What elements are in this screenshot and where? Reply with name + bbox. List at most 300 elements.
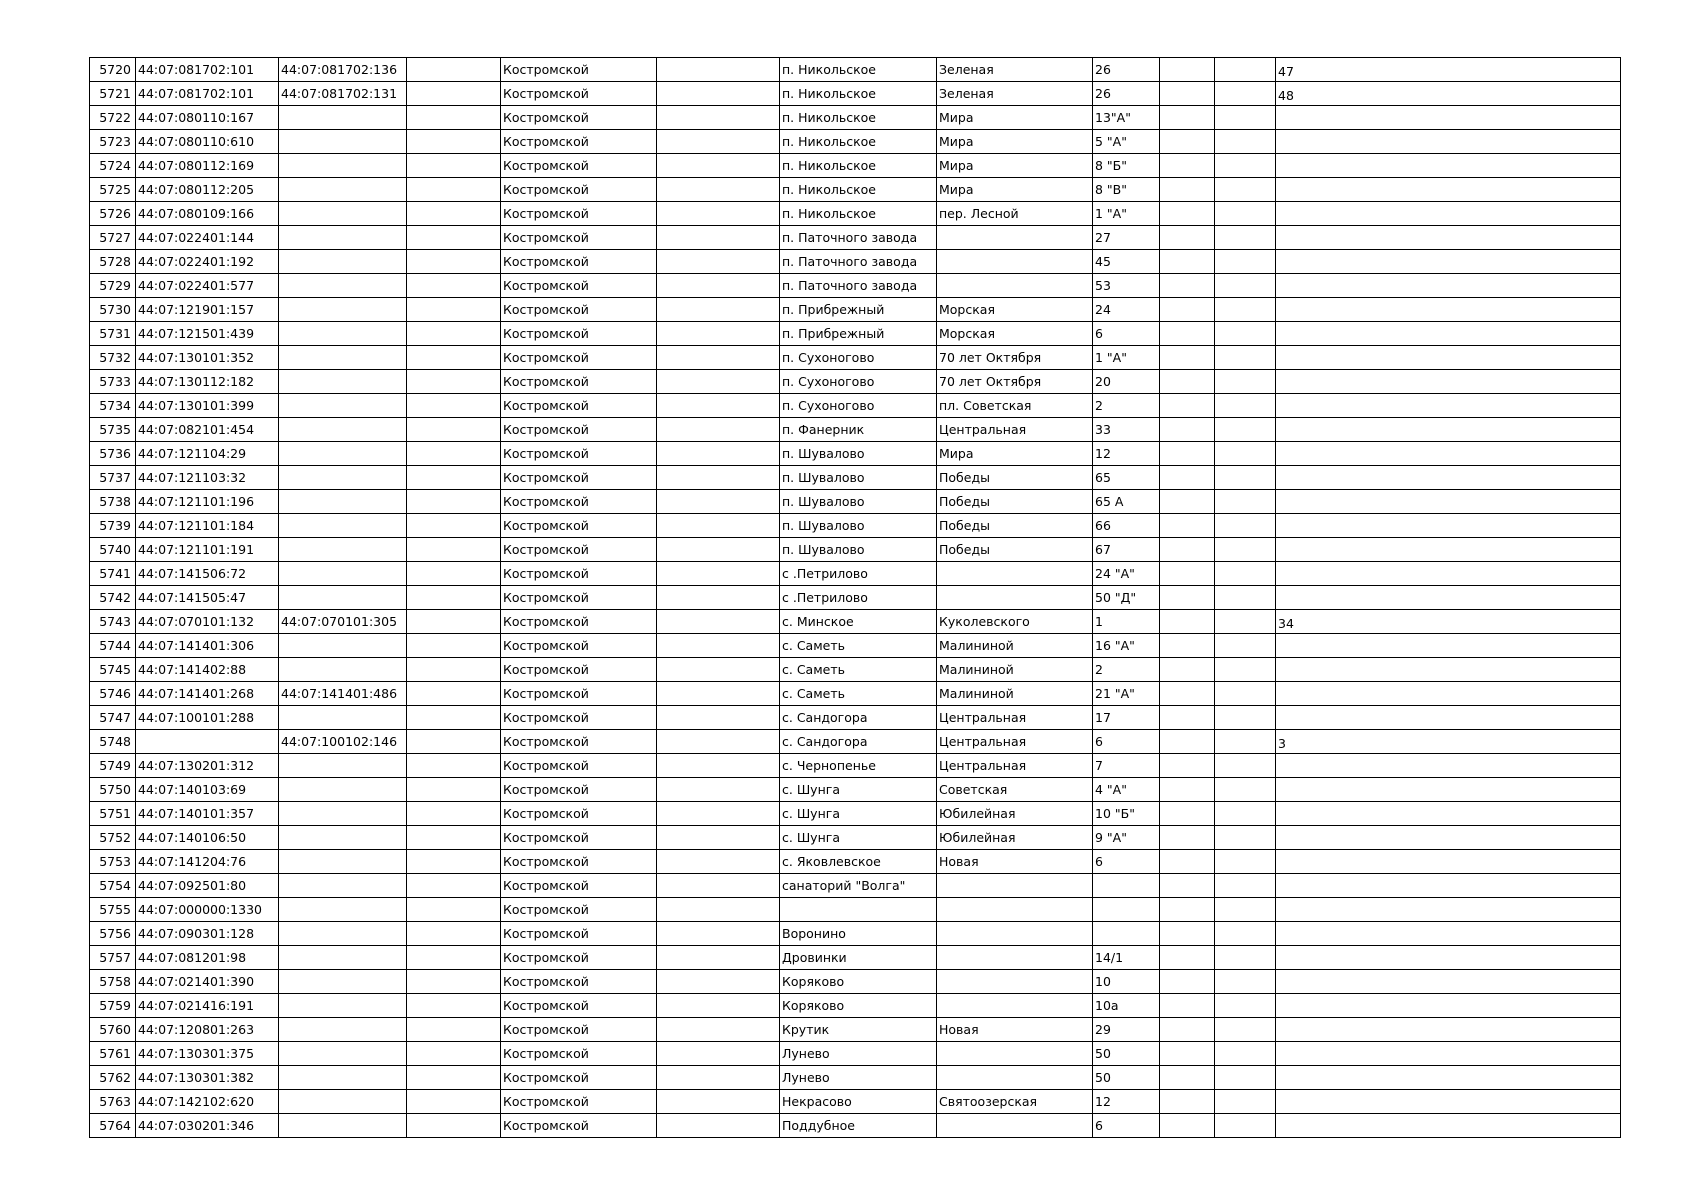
cell-district: Костромской [501, 562, 657, 586]
cell-blank-c [1160, 130, 1215, 154]
cell-number: 5729 [90, 274, 136, 298]
cell-house: 2 [1093, 658, 1160, 682]
cell-locality: с. Яковлевское [780, 850, 937, 874]
table-row [90, 418, 1621, 442]
cell-street [937, 874, 1093, 898]
cell-related-cadastral-number: 44:07:100102:146 [279, 730, 407, 754]
cell-district: Костромской [501, 1042, 657, 1066]
cell-blank-b [657, 922, 780, 946]
cell-number: 5739 [90, 514, 136, 538]
cell-cadastral-number: 44:07:021401:390 [136, 970, 279, 994]
cell-blank-c [1160, 1114, 1215, 1138]
cell-blank-d [1215, 466, 1276, 490]
cell-house: 21 "А" [1093, 682, 1160, 706]
cell-locality: п. Прибрежный [780, 322, 937, 346]
table-row [90, 946, 1621, 970]
cell-blank-a [407, 802, 501, 826]
cell-blank-c [1160, 562, 1215, 586]
cell-blank-a [407, 154, 501, 178]
cell-apartment [1276, 1066, 1621, 1090]
cell-blank-d [1215, 682, 1276, 706]
cell-blank-c [1160, 442, 1215, 466]
cell-number: 5723 [90, 130, 136, 154]
cell-blank-a [407, 322, 501, 346]
cell-locality: с. Минское [780, 610, 937, 634]
cell-blank-b [657, 682, 780, 706]
cell-number: 5750 [90, 778, 136, 802]
cell-blank-a [407, 226, 501, 250]
cell-locality: Коряково [780, 970, 937, 994]
cell-locality: с. Чернопенье [780, 754, 937, 778]
cell-house: 9 "А" [1093, 826, 1160, 850]
cell-house: 1 [1093, 610, 1160, 634]
cell-cadastral-number: 44:07:080112:169 [136, 154, 279, 178]
table-row [90, 130, 1621, 154]
cell-blank-b [657, 994, 780, 1018]
cell-locality: п. Паточного завода [780, 226, 937, 250]
cell-blank-a [407, 394, 501, 418]
table-row [90, 586, 1621, 610]
cell-street [937, 994, 1093, 1018]
cell-house: 24 [1093, 298, 1160, 322]
cell-blank-d [1215, 154, 1276, 178]
cell-cadastral-number: 44:07:121103:32 [136, 466, 279, 490]
cell-blank-a [407, 514, 501, 538]
cell-street [937, 274, 1093, 298]
cell-blank-b [657, 82, 780, 106]
cell-number: 5722 [90, 106, 136, 130]
table-row [90, 1018, 1621, 1042]
cell-cadastral-number: 44:07:082101:454 [136, 418, 279, 442]
cell-apartment [1276, 850, 1621, 874]
cell-street: Центральная [937, 754, 1093, 778]
cell-blank-b [657, 1066, 780, 1090]
cell-district: Костромской [501, 298, 657, 322]
cell-related-cadastral-number [279, 514, 407, 538]
cell-apartment [1276, 1090, 1621, 1114]
cell-blank-d [1215, 418, 1276, 442]
cell-number: 5742 [90, 586, 136, 610]
cell-blank-a [407, 442, 501, 466]
cell-house: 24 "А" [1093, 562, 1160, 586]
table-row [90, 898, 1621, 922]
cell-apartment [1276, 514, 1621, 538]
cell-blank-b [657, 490, 780, 514]
cell-apartment [1276, 250, 1621, 274]
registry-body [90, 58, 1621, 1138]
cell-cadastral-number: 44:07:140103:69 [136, 778, 279, 802]
cell-cadastral-number: 44:07:080109:166 [136, 202, 279, 226]
cell-blank-b [657, 754, 780, 778]
cell-number: 5753 [90, 850, 136, 874]
cell-number: 5733 [90, 370, 136, 394]
cell-locality: Поддубное [780, 1114, 937, 1138]
cell-district: Костромской [501, 898, 657, 922]
cell-blank-c [1160, 58, 1215, 82]
cell-district: Костромской [501, 514, 657, 538]
cell-blank-b [657, 658, 780, 682]
cell-blank-b [657, 1090, 780, 1114]
cell-related-cadastral-number [279, 658, 407, 682]
cell-blank-b [657, 370, 780, 394]
cell-cadastral-number: 44:07:141505:47 [136, 586, 279, 610]
table-row [90, 490, 1621, 514]
cell-cadastral-number: 44:07:080110:610 [136, 130, 279, 154]
cell-related-cadastral-number: 44:07:081702:136 [279, 58, 407, 82]
cell-district: Костромской [501, 1018, 657, 1042]
cell-number: 5761 [90, 1042, 136, 1066]
cell-blank-a [407, 346, 501, 370]
cell-cadastral-number: 44:07:130301:382 [136, 1066, 279, 1090]
cell-blank-b [657, 874, 780, 898]
cell-related-cadastral-number [279, 274, 407, 298]
cell-blank-a [407, 178, 501, 202]
cell-street: Мира [937, 178, 1093, 202]
cell-apartment [1276, 586, 1621, 610]
cell-blank-d [1215, 226, 1276, 250]
cell-apartment [1276, 682, 1621, 706]
table-row [90, 82, 1621, 106]
table-row [90, 1114, 1621, 1138]
cell-cadastral-number: 44:07:022401:577 [136, 274, 279, 298]
cell-district: Костромской [501, 490, 657, 514]
cell-blank-d [1215, 394, 1276, 418]
cell-apartment [1276, 130, 1621, 154]
cell-street: Малининой [937, 658, 1093, 682]
cell-blank-b [657, 154, 780, 178]
cell-related-cadastral-number [279, 874, 407, 898]
cell-number: 5721 [90, 82, 136, 106]
table-row [90, 442, 1621, 466]
cell-blank-d [1215, 274, 1276, 298]
cell-blank-b [657, 130, 780, 154]
cell-apartment [1276, 418, 1621, 442]
cell-house: 10 "Б" [1093, 802, 1160, 826]
cell-number: 5752 [90, 826, 136, 850]
cell-number: 5759 [90, 994, 136, 1018]
cell-blank-d [1215, 346, 1276, 370]
cell-blank-c [1160, 754, 1215, 778]
table-row [90, 322, 1621, 346]
cell-apartment [1276, 490, 1621, 514]
cell-house: 6 [1093, 850, 1160, 874]
cell-blank-d [1215, 970, 1276, 994]
cell-cadastral-number: 44:07:130201:312 [136, 754, 279, 778]
cell-blank-a [407, 1066, 501, 1090]
cell-district: Костромской [501, 586, 657, 610]
cell-cadastral-number: 44:07:030201:346 [136, 1114, 279, 1138]
cell-house: 29 [1093, 1018, 1160, 1042]
table-row [90, 802, 1621, 826]
cell-house: 33 [1093, 418, 1160, 442]
cell-blank-b [657, 178, 780, 202]
cell-district: Костромской [501, 322, 657, 346]
table-row [90, 106, 1621, 130]
cell-number: 5764 [90, 1114, 136, 1138]
table-row [90, 682, 1621, 706]
cell-related-cadastral-number [279, 178, 407, 202]
cell-locality: санаторий "Волга" [780, 874, 937, 898]
cell-cadastral-number: 44:07:121101:191 [136, 538, 279, 562]
cell-district: Костромской [501, 466, 657, 490]
cell-house: 14/1 [1093, 946, 1160, 970]
cell-blank-b [657, 610, 780, 634]
cell-apartment [1276, 658, 1621, 682]
cell-number: 5758 [90, 970, 136, 994]
cell-street: Победы [937, 466, 1093, 490]
cell-street [937, 1042, 1093, 1066]
table-row [90, 514, 1621, 538]
cell-blank-a [407, 682, 501, 706]
cell-street: Новая [937, 1018, 1093, 1042]
registry-table [89, 57, 1621, 1138]
cell-blank-c [1160, 226, 1215, 250]
cell-apartment [1276, 826, 1621, 850]
cell-house: 17 [1093, 706, 1160, 730]
cell-district: Костромской [501, 1066, 657, 1090]
cell-number: 5731 [90, 322, 136, 346]
cell-apartment [1276, 1042, 1621, 1066]
cell-related-cadastral-number [279, 490, 407, 514]
cell-locality: п. Сухоногово [780, 394, 937, 418]
cell-street: Победы [937, 538, 1093, 562]
cell-blank-d [1215, 298, 1276, 322]
cell-blank-d [1215, 946, 1276, 970]
cell-locality: Крутик [780, 1018, 937, 1042]
cell-blank-d [1215, 82, 1276, 106]
cell-street: Святоозерская [937, 1090, 1093, 1114]
cell-blank-b [657, 562, 780, 586]
cell-cadastral-number: 44:07:000000:1330 [136, 898, 279, 922]
cell-cadastral-number: 44:07:092501:80 [136, 874, 279, 898]
cell-cadastral-number: 44:07:121101:196 [136, 490, 279, 514]
cell-locality: п. Никольское [780, 130, 937, 154]
cell-locality: Лунево [780, 1042, 937, 1066]
cell-blank-c [1160, 82, 1215, 106]
cell-blank-d [1215, 610, 1276, 634]
cell-street: Юбилейная [937, 826, 1093, 850]
cell-district: Костромской [501, 370, 657, 394]
cell-blank-c [1160, 274, 1215, 298]
cell-related-cadastral-number [279, 826, 407, 850]
cell-blank-b [657, 730, 780, 754]
cell-district: Костромской [501, 346, 657, 370]
cell-related-cadastral-number [279, 322, 407, 346]
cell-blank-c [1160, 730, 1215, 754]
cell-cadastral-number: 44:07:120801:263 [136, 1018, 279, 1042]
cell-cadastral-number: 44:07:130101:399 [136, 394, 279, 418]
cell-district: Костромской [501, 418, 657, 442]
cell-street: Центральная [937, 730, 1093, 754]
cell-house: 50 [1093, 1066, 1160, 1090]
cell-street: Мира [937, 130, 1093, 154]
cell-cadastral-number: 44:07:090301:128 [136, 922, 279, 946]
cell-blank-b [657, 946, 780, 970]
cell-street: Новая [937, 850, 1093, 874]
cell-blank-a [407, 1018, 501, 1042]
cell-locality: п. Прибрежный [780, 298, 937, 322]
cell-related-cadastral-number [279, 946, 407, 970]
cell-blank-a [407, 850, 501, 874]
cell-number: 5751 [90, 802, 136, 826]
cell-locality: п. Никольское [780, 178, 937, 202]
cell-street [937, 562, 1093, 586]
cell-related-cadastral-number [279, 1090, 407, 1114]
cell-blank-a [407, 130, 501, 154]
cell-district: Костромской [501, 946, 657, 970]
cell-apartment [1276, 394, 1621, 418]
cell-related-cadastral-number [279, 394, 407, 418]
cell-related-cadastral-number [279, 898, 407, 922]
cell-apartment [1276, 226, 1621, 250]
cell-blank-d [1215, 562, 1276, 586]
cell-number: 5757 [90, 946, 136, 970]
cell-blank-b [657, 226, 780, 250]
cell-related-cadastral-number [279, 754, 407, 778]
cell-apartment [1276, 346, 1621, 370]
cell-blank-b [657, 826, 780, 850]
cell-apartment [1276, 898, 1621, 922]
cell-street: Центральная [937, 418, 1093, 442]
cell-blank-b [657, 274, 780, 298]
cell-blank-b [657, 898, 780, 922]
cell-house: 50 "Д" [1093, 586, 1160, 610]
cell-cadastral-number: 44:07:022401:144 [136, 226, 279, 250]
table-row [90, 346, 1621, 370]
cell-blank-a [407, 754, 501, 778]
cell-house: 45 [1093, 250, 1160, 274]
cell-related-cadastral-number [279, 226, 407, 250]
cell-blank-b [657, 394, 780, 418]
cell-number: 5762 [90, 1066, 136, 1090]
cell-related-cadastral-number: 44:07:141401:486 [279, 682, 407, 706]
table-row [90, 226, 1621, 250]
cell-cadastral-number: 44:07:080112:205 [136, 178, 279, 202]
cell-locality [780, 898, 937, 922]
cell-apartment [1276, 802, 1621, 826]
cell-house: 5 "А" [1093, 130, 1160, 154]
cell-house: 10а [1093, 994, 1160, 1018]
cell-blank-d [1215, 106, 1276, 130]
table-row [90, 1090, 1621, 1114]
cell-blank-d [1215, 202, 1276, 226]
cell-related-cadastral-number [279, 202, 407, 226]
cell-locality: Воронино [780, 922, 937, 946]
cell-district: Костромской [501, 994, 657, 1018]
cell-locality: Коряково [780, 994, 937, 1018]
cell-district: Костромской [501, 82, 657, 106]
table-row [90, 826, 1621, 850]
cell-blank-d [1215, 322, 1276, 346]
cell-number: 5734 [90, 394, 136, 418]
cell-blank-d [1215, 490, 1276, 514]
cell-locality: Некрасово [780, 1090, 937, 1114]
cell-apartment [1276, 106, 1621, 130]
cell-blank-c [1160, 826, 1215, 850]
cell-house: 26 [1093, 58, 1160, 82]
cell-related-cadastral-number [279, 154, 407, 178]
cell-number: 5725 [90, 178, 136, 202]
cell-apartment [1276, 874, 1621, 898]
cell-locality: с .Петрилово [780, 586, 937, 610]
cell-apartment [1276, 970, 1621, 994]
table-row [90, 850, 1621, 874]
cell-blank-a [407, 970, 501, 994]
cell-district: Костромской [501, 970, 657, 994]
cell-locality: с. Саметь [780, 682, 937, 706]
cell-blank-c [1160, 154, 1215, 178]
cell-locality: с. Сандогора [780, 730, 937, 754]
cell-blank-b [657, 1114, 780, 1138]
cell-related-cadastral-number [279, 346, 407, 370]
cell-blank-d [1215, 442, 1276, 466]
cell-blank-c [1160, 1066, 1215, 1090]
cell-apartment [1276, 1114, 1621, 1138]
table-row [90, 202, 1621, 226]
cell-blank-b [657, 298, 780, 322]
cell-street: Центральная [937, 706, 1093, 730]
cell-district: Костромской [501, 826, 657, 850]
cell-district: Костромской [501, 1114, 657, 1138]
cell-related-cadastral-number [279, 922, 407, 946]
cell-blank-a [407, 1042, 501, 1066]
cell-house: 8 "В" [1093, 178, 1160, 202]
cell-cadastral-number: 44:07:022401:192 [136, 250, 279, 274]
cell-blank-d [1215, 538, 1276, 562]
table-row [90, 58, 1621, 82]
cell-blank-c [1160, 610, 1215, 634]
cell-blank-d [1215, 874, 1276, 898]
cell-number: 5724 [90, 154, 136, 178]
cell-locality: п. Шувалово [780, 514, 937, 538]
cell-locality: п. Паточного завода [780, 250, 937, 274]
cell-street: Морская [937, 298, 1093, 322]
cell-locality: п. Шувалово [780, 538, 937, 562]
cell-house: 12 [1093, 1090, 1160, 1114]
cell-cadastral-number: 44:07:121901:157 [136, 298, 279, 322]
cell-apartment: 47 [1276, 58, 1621, 82]
cell-blank-d [1215, 706, 1276, 730]
cell-blank-c [1160, 874, 1215, 898]
cell-blank-a [407, 898, 501, 922]
cell-blank-b [657, 1042, 780, 1066]
cell-number: 5736 [90, 442, 136, 466]
cell-blank-d [1215, 802, 1276, 826]
cell-district: Костромской [501, 250, 657, 274]
cell-number: 5732 [90, 346, 136, 370]
cell-house: 65 [1093, 466, 1160, 490]
cell-blank-d [1215, 250, 1276, 274]
cell-blank-c [1160, 394, 1215, 418]
cell-apartment [1276, 562, 1621, 586]
cell-locality: с. Сандогора [780, 706, 937, 730]
table-row [90, 658, 1621, 682]
cell-house: 27 [1093, 226, 1160, 250]
cell-cadastral-number: 44:07:141401:268 [136, 682, 279, 706]
cell-street: Мира [937, 442, 1093, 466]
cell-blank-b [657, 250, 780, 274]
table-row [90, 370, 1621, 394]
cell-apartment [1276, 1018, 1621, 1042]
cell-cadastral-number: 44:07:140106:50 [136, 826, 279, 850]
cell-street: Победы [937, 490, 1093, 514]
cell-street [937, 898, 1093, 922]
cell-street: Морская [937, 322, 1093, 346]
cell-blank-c [1160, 658, 1215, 682]
cell-blank-d [1215, 1018, 1276, 1042]
cell-house: 10 [1093, 970, 1160, 994]
cell-blank-d [1215, 1090, 1276, 1114]
